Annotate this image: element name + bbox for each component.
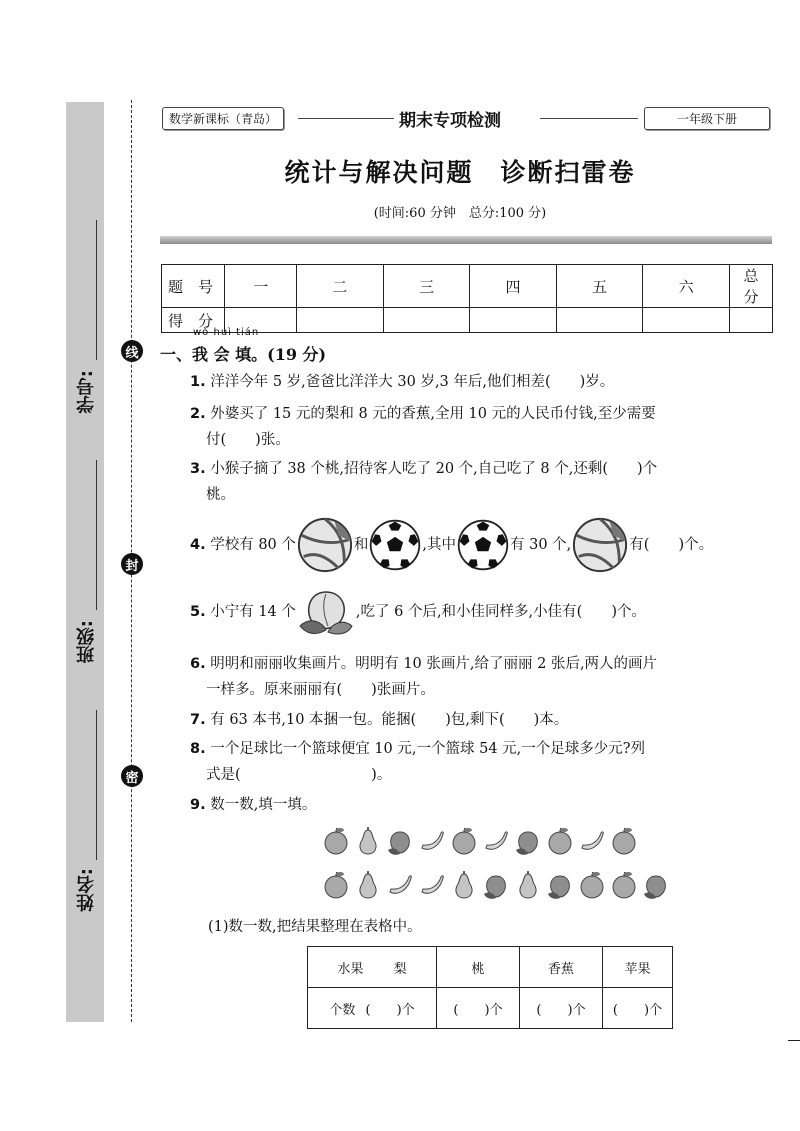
pear-count-blank[interactable]: ( )个 xyxy=(365,1002,415,1018)
apple-icon xyxy=(610,826,638,856)
question-text: 有 63 本书,10 本捆一包。能捆( )包,剩下( )本。 xyxy=(210,712,569,728)
fruit-header-banana: 香蕉 xyxy=(520,947,603,988)
question-number: 8. xyxy=(190,741,206,757)
sub-question-1: (1)数一数,把结果整理在表格中。 xyxy=(208,919,422,935)
fruit-table-header xyxy=(308,947,673,988)
peach-icon xyxy=(514,826,542,856)
banana-icon xyxy=(482,826,510,856)
question-3 xyxy=(190,456,780,508)
peach-icon xyxy=(296,586,356,638)
page-title: 统计与解决问题 诊断扫雷卷 xyxy=(284,158,636,187)
score-blank[interactable] xyxy=(643,308,730,333)
question-6 xyxy=(190,651,780,703)
score-blank[interactable] xyxy=(556,308,643,333)
exam-type: 期末专项检测 xyxy=(399,111,501,131)
score-blank[interactable] xyxy=(297,308,384,333)
question-text-cont: 式是( )。 xyxy=(206,767,392,783)
peach-icon xyxy=(642,870,670,900)
fruit-header-peach: 桃 xyxy=(437,947,520,988)
grade-tag: 一年级下册 xyxy=(644,107,770,130)
exam-info: (时间:60 分钟 总分:100 分) xyxy=(373,206,547,221)
question-text: 数一数,填一填。 xyxy=(210,797,317,813)
fruit-header-fruit: 水果 xyxy=(337,961,364,977)
seal-line: 线 xyxy=(121,340,143,362)
fruit-count-table xyxy=(307,946,673,1029)
apple-icon xyxy=(322,826,350,856)
question-number: 3. xyxy=(190,461,206,477)
question-number: 9. xyxy=(190,797,206,813)
class-line xyxy=(96,460,97,610)
banana-count-blank[interactable]: ( )个 xyxy=(520,988,603,1029)
score-cell: 一 xyxy=(225,265,297,308)
question-text-cont: 一样多。原来丽丽有( )张画片。 xyxy=(206,682,435,698)
question-text: 外婆买了 15 元的梨和 8 元的香蕉,全用 10 元的人民币付钱,至少需要 xyxy=(210,406,656,422)
name-line xyxy=(96,710,97,860)
header-divider xyxy=(160,236,772,244)
score-header-row xyxy=(162,265,773,308)
score-blank[interactable] xyxy=(470,308,557,333)
question-number: 5. xyxy=(190,604,206,620)
apple-icon xyxy=(546,826,574,856)
score-cell: 总 分 xyxy=(729,265,772,308)
fruit-count-label: 个数 xyxy=(329,1002,356,1018)
pear-icon xyxy=(354,826,382,856)
seal-seal: 封 xyxy=(121,553,143,575)
question-number: 1. xyxy=(190,374,206,390)
score-blank[interactable] xyxy=(729,308,772,333)
score-table xyxy=(161,264,773,333)
fruit-row-1 xyxy=(322,826,638,856)
apple-icon xyxy=(322,870,350,900)
peach-count-blank[interactable]: ( )个 xyxy=(437,988,520,1029)
question-text: 洋洋今年 5 岁,爸爸比洋洋大 30 岁,3 年后,他们相差( )岁。 xyxy=(210,374,615,390)
peach-icon xyxy=(386,826,414,856)
question-text-cont: 桃。 xyxy=(206,487,235,503)
score-cell: 四 xyxy=(470,265,557,308)
peach-icon xyxy=(546,870,574,900)
soccer-ball-icon xyxy=(456,518,510,572)
fruit-count-cell[interactable] xyxy=(308,988,437,1029)
student-id-line xyxy=(96,220,97,360)
class-label: 班级: xyxy=(76,620,97,664)
question-text: 有 30 个, xyxy=(510,537,572,553)
question-text: 有( )个。 xyxy=(629,537,714,553)
question-number: 7. xyxy=(190,712,206,728)
question-1 xyxy=(190,369,614,395)
score-cell: 二 xyxy=(297,265,384,308)
question-2 xyxy=(190,401,780,453)
question-7 xyxy=(190,707,568,733)
fruit-table-count-row xyxy=(308,988,673,1029)
score-blank[interactable] xyxy=(383,308,470,333)
question-5 xyxy=(190,584,646,640)
question-text: 和 xyxy=(353,537,369,553)
score-label: 得 分 xyxy=(162,308,225,333)
section-heading: 一、我 会 填。(19 分) xyxy=(160,345,327,364)
question-text: 明明和丽丽收集画片。明明有 10 张画片,给了丽丽 2 张后,两人的画片 xyxy=(210,656,658,672)
question-text: ,吃了 6 个后,和小佳同样多,小佳有( )个。 xyxy=(355,604,646,620)
header-rule-right xyxy=(540,118,638,119)
banana-icon xyxy=(578,826,606,856)
banana-icon xyxy=(418,826,446,856)
question-number: 6. xyxy=(190,656,206,672)
fruit-row-2 xyxy=(322,870,670,900)
score-cell: 六 xyxy=(643,265,730,308)
apple-count-blank[interactable]: ( )个 xyxy=(603,988,673,1029)
question-text: ,其中 xyxy=(422,537,456,553)
score-cell: 三 xyxy=(383,265,470,308)
peach-icon xyxy=(482,870,510,900)
pear-icon xyxy=(354,870,382,900)
question-9 xyxy=(190,792,316,818)
banana-icon xyxy=(418,870,446,900)
question-4 xyxy=(190,513,713,577)
question-number: 4. xyxy=(190,537,206,553)
header-rule-left xyxy=(298,118,394,119)
score-cell: 题 号 xyxy=(162,265,225,308)
fruit-header-apple: 苹果 xyxy=(603,947,673,988)
fruit-header-cell xyxy=(308,947,437,988)
question-text: 一个足球比一个篮球便宜 10 元,一个篮球 54 元,一个足球多少元?列 xyxy=(210,741,646,757)
section-pinyin: wǒ huì tián xyxy=(193,327,260,338)
name-label: 姓名: xyxy=(76,868,97,912)
page-edge-mark xyxy=(788,1040,800,1041)
textbook-tag: 数学新课标（青岛） xyxy=(162,107,284,130)
question-number: 2. xyxy=(190,406,206,422)
score-cell: 五 xyxy=(556,265,643,308)
fruit-header-pear: 梨 xyxy=(393,961,407,977)
student-id-label: 学号: xyxy=(76,370,97,414)
question-8 xyxy=(190,736,780,788)
volleyball-icon xyxy=(296,516,354,574)
apple-icon xyxy=(610,870,638,900)
pear-icon xyxy=(514,870,542,900)
question-text: 学校有 80 个 xyxy=(210,537,296,553)
question-text: 小宁有 14 个 xyxy=(210,604,296,620)
volleyball-icon xyxy=(571,516,629,574)
question-text: 小猴子摘了 38 个桃,招待客人吃了 20 个,自己吃了 8 个,还剩( )个 xyxy=(210,461,658,477)
apple-icon xyxy=(578,870,606,900)
banana-icon xyxy=(386,870,414,900)
pear-icon xyxy=(450,870,478,900)
soccer-ball-icon xyxy=(368,518,422,572)
apple-icon xyxy=(450,826,478,856)
seal-secret: 密 xyxy=(121,765,143,787)
question-text-cont: 付( )张。 xyxy=(206,432,290,448)
